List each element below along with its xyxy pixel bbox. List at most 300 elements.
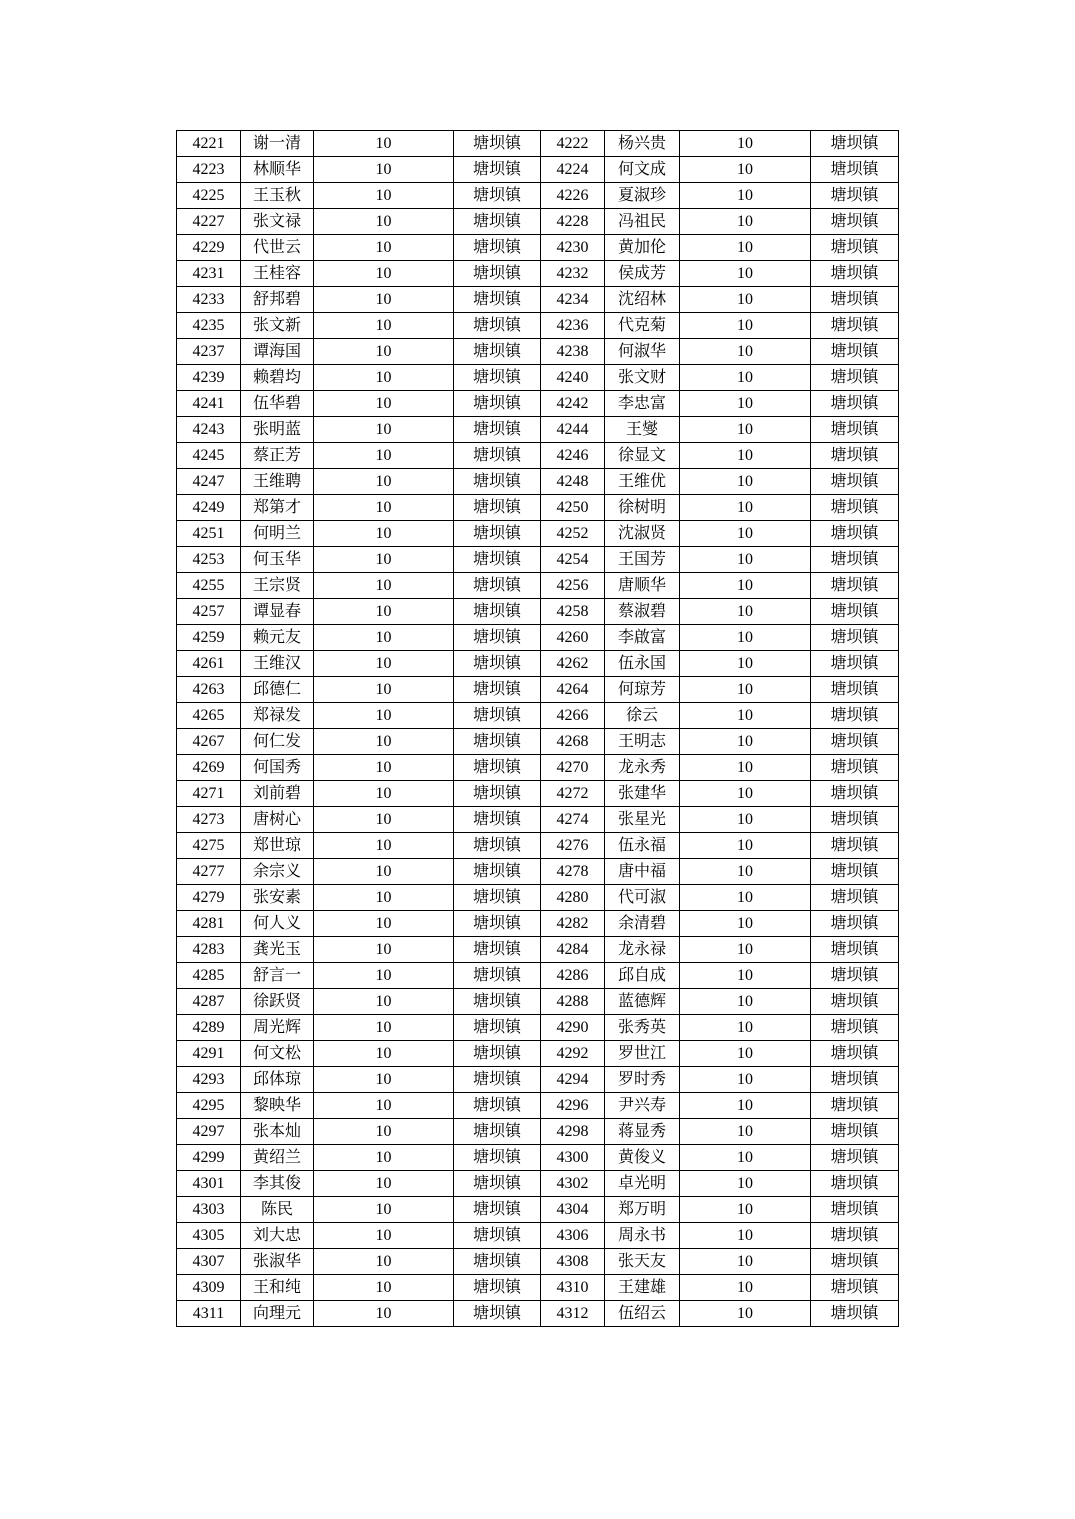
table-cell-town: 塘坝镇 — [454, 833, 541, 859]
table-cell-name: 张明蓝 — [241, 417, 314, 443]
table-row — [177, 1301, 899, 1327]
table-cell-serial: 4221 — [177, 131, 241, 157]
table-cell-town: 塘坝镇 — [811, 1275, 899, 1301]
table-cell-score: 10 — [314, 183, 454, 209]
table-row — [177, 651, 899, 677]
table-cell-serial: 4293 — [177, 1067, 241, 1093]
table-cell-town: 塘坝镇 — [454, 495, 541, 521]
table-cell-score: 10 — [314, 963, 454, 989]
table-cell-name: 唐树心 — [241, 807, 314, 833]
table-cell-town: 塘坝镇 — [811, 1093, 899, 1119]
table-cell-serial: 4250 — [541, 495, 605, 521]
table-cell-serial: 4305 — [177, 1223, 241, 1249]
table-cell-serial: 4252 — [541, 521, 605, 547]
table-cell-serial: 4255 — [177, 573, 241, 599]
table-cell-serial: 4292 — [541, 1041, 605, 1067]
table-cell-score: 10 — [680, 235, 811, 261]
table-cell-name: 代世云 — [241, 235, 314, 261]
table-cell-name: 蔡淑碧 — [605, 599, 680, 625]
table-cell-score: 10 — [314, 703, 454, 729]
table-cell-score: 10 — [314, 911, 454, 937]
table-cell-score: 10 — [314, 1223, 454, 1249]
table-cell-score: 10 — [680, 469, 811, 495]
table-cell-serial: 4286 — [541, 963, 605, 989]
table-cell-score: 10 — [314, 469, 454, 495]
table-row — [177, 365, 899, 391]
table-cell-score: 10 — [314, 1015, 454, 1041]
table-cell-name: 王桂容 — [241, 261, 314, 287]
table-cell-town: 塘坝镇 — [811, 469, 899, 495]
table-row — [177, 1119, 899, 1145]
table-cell-town: 塘坝镇 — [454, 807, 541, 833]
table-cell-town: 塘坝镇 — [811, 261, 899, 287]
table-cell-score: 10 — [680, 313, 811, 339]
table-cell-serial: 4272 — [541, 781, 605, 807]
table-cell-score: 10 — [314, 1301, 454, 1327]
table-cell-name: 张文财 — [605, 365, 680, 391]
table-cell-town: 塘坝镇 — [811, 339, 899, 365]
table-cell-score: 10 — [680, 1171, 811, 1197]
table-row — [177, 1145, 899, 1171]
table-cell-town: 塘坝镇 — [811, 287, 899, 313]
table-cell-serial: 4265 — [177, 703, 241, 729]
table-cell-town: 塘坝镇 — [811, 131, 899, 157]
table-cell-score: 10 — [314, 157, 454, 183]
table-cell-score: 10 — [314, 1171, 454, 1197]
table-row — [177, 339, 899, 365]
table-cell-name: 黄绍兰 — [241, 1145, 314, 1171]
table-cell-name: 王维汉 — [241, 651, 314, 677]
table-cell-serial: 4229 — [177, 235, 241, 261]
table-row — [177, 521, 899, 547]
table-cell-score: 10 — [680, 859, 811, 885]
table-cell-name: 舒言一 — [241, 963, 314, 989]
table-cell-name: 何人义 — [241, 911, 314, 937]
table-cell-name: 罗时秀 — [605, 1067, 680, 1093]
table-cell-serial: 4223 — [177, 157, 241, 183]
table-cell-score: 10 — [314, 443, 454, 469]
table-cell-serial: 4312 — [541, 1301, 605, 1327]
table-cell-town: 塘坝镇 — [811, 521, 899, 547]
table-cell-name: 何国秀 — [241, 755, 314, 781]
table-row — [177, 287, 899, 313]
table-row — [177, 209, 899, 235]
table-cell-score: 10 — [314, 833, 454, 859]
table-row — [177, 937, 899, 963]
table-row — [177, 833, 899, 859]
table-cell-name: 尹兴寿 — [605, 1093, 680, 1119]
table-cell-score: 10 — [314, 1041, 454, 1067]
table-cell-town: 塘坝镇 — [454, 365, 541, 391]
table-cell-name: 邱体琼 — [241, 1067, 314, 1093]
table-cell-serial: 4274 — [541, 807, 605, 833]
table-cell-town: 塘坝镇 — [454, 209, 541, 235]
table-cell-serial: 4273 — [177, 807, 241, 833]
table-cell-name: 郑第才 — [241, 495, 314, 521]
table-cell-town: 塘坝镇 — [454, 1197, 541, 1223]
table-cell-score: 10 — [314, 807, 454, 833]
table-cell-town: 塘坝镇 — [811, 625, 899, 651]
table-cell-score: 10 — [680, 261, 811, 287]
table-cell-name: 张淑华 — [241, 1249, 314, 1275]
table-cell-town: 塘坝镇 — [811, 1067, 899, 1093]
table-cell-town: 塘坝镇 — [454, 729, 541, 755]
table-cell-score: 10 — [680, 417, 811, 443]
table-cell-name: 徐云 — [605, 703, 680, 729]
table-cell-serial: 4297 — [177, 1119, 241, 1145]
table-cell-name: 何仁发 — [241, 729, 314, 755]
table-cell-name: 伍绍云 — [605, 1301, 680, 1327]
table-row — [177, 1015, 899, 1041]
table-cell-town: 塘坝镇 — [811, 677, 899, 703]
table-row — [177, 131, 899, 157]
table-cell-score: 10 — [314, 729, 454, 755]
table-row — [177, 1067, 899, 1093]
table-row — [177, 391, 899, 417]
table-row — [177, 261, 899, 287]
table-cell-serial: 4288 — [541, 989, 605, 1015]
table-cell-serial: 4279 — [177, 885, 241, 911]
table-cell-score: 10 — [314, 235, 454, 261]
table-cell-name: 张安素 — [241, 885, 314, 911]
table-cell-score: 10 — [314, 521, 454, 547]
table-cell-serial: 4257 — [177, 599, 241, 625]
table-cell-score: 10 — [314, 547, 454, 573]
table-cell-score: 10 — [314, 1067, 454, 1093]
table-cell-serial: 4251 — [177, 521, 241, 547]
table-cell-name: 伍华碧 — [241, 391, 314, 417]
table-cell-serial: 4235 — [177, 313, 241, 339]
table-cell-town: 塘坝镇 — [454, 443, 541, 469]
table-cell-serial: 4234 — [541, 287, 605, 313]
table-cell-serial: 4230 — [541, 235, 605, 261]
table-cell-serial: 4244 — [541, 417, 605, 443]
table-cell-score: 10 — [680, 885, 811, 911]
table-cell-serial: 4289 — [177, 1015, 241, 1041]
table-cell-serial: 4306 — [541, 1223, 605, 1249]
table-cell-town: 塘坝镇 — [454, 417, 541, 443]
table-cell-name: 刘大忠 — [241, 1223, 314, 1249]
table-row — [177, 443, 899, 469]
table-cell-score: 10 — [680, 1145, 811, 1171]
table-cell-name: 王国芳 — [605, 547, 680, 573]
table-cell-name: 林顺华 — [241, 157, 314, 183]
table-cell-serial: 4259 — [177, 625, 241, 651]
table-cell-score: 10 — [314, 1249, 454, 1275]
table-cell-town: 塘坝镇 — [454, 781, 541, 807]
table-cell-name: 王燮 — [605, 417, 680, 443]
table-cell-name: 蒋显秀 — [605, 1119, 680, 1145]
table-cell-serial: 4296 — [541, 1093, 605, 1119]
table-cell-serial: 4271 — [177, 781, 241, 807]
table-row — [177, 625, 899, 651]
table-cell-serial: 4241 — [177, 391, 241, 417]
table-cell-town: 塘坝镇 — [454, 131, 541, 157]
table-cell-serial: 4248 — [541, 469, 605, 495]
table-cell-name: 周永书 — [605, 1223, 680, 1249]
table-cell-town: 塘坝镇 — [454, 1275, 541, 1301]
table-cell-score: 10 — [314, 859, 454, 885]
table-cell-town: 塘坝镇 — [811, 547, 899, 573]
table-cell-name: 卓光明 — [605, 1171, 680, 1197]
table-cell-score: 10 — [314, 1275, 454, 1301]
table-row — [177, 677, 899, 703]
table-cell-town: 塘坝镇 — [454, 1145, 541, 1171]
table-cell-serial: 4238 — [541, 339, 605, 365]
table-cell-score: 10 — [680, 131, 811, 157]
table-cell-town: 塘坝镇 — [811, 859, 899, 885]
table-cell-name: 王宗贤 — [241, 573, 314, 599]
table-cell-serial: 4254 — [541, 547, 605, 573]
table-cell-serial: 4224 — [541, 157, 605, 183]
table-cell-name: 杨兴贵 — [605, 131, 680, 157]
table-cell-serial: 4237 — [177, 339, 241, 365]
table-cell-town: 塘坝镇 — [811, 963, 899, 989]
table-cell-town: 塘坝镇 — [811, 417, 899, 443]
table-cell-town: 塘坝镇 — [454, 859, 541, 885]
table-cell-score: 10 — [680, 781, 811, 807]
table-cell-name: 郑万明 — [605, 1197, 680, 1223]
table-row — [177, 469, 899, 495]
table-cell-serial: 4247 — [177, 469, 241, 495]
table-cell-town: 塘坝镇 — [811, 1041, 899, 1067]
table-cell-name: 何文成 — [605, 157, 680, 183]
table-row — [177, 1275, 899, 1301]
table-cell-score: 10 — [314, 495, 454, 521]
table-cell-score: 10 — [680, 547, 811, 573]
table-row — [177, 755, 899, 781]
table-cell-town: 塘坝镇 — [454, 157, 541, 183]
table-cell-serial: 4301 — [177, 1171, 241, 1197]
table-cell-town: 塘坝镇 — [811, 911, 899, 937]
table-cell-serial: 4310 — [541, 1275, 605, 1301]
table-cell-score: 10 — [680, 963, 811, 989]
table-cell-name: 沈绍林 — [605, 287, 680, 313]
table-cell-name: 沈淑贤 — [605, 521, 680, 547]
table-cell-town: 塘坝镇 — [454, 599, 541, 625]
roster-table-body — [177, 131, 899, 1327]
table-cell-serial: 4242 — [541, 391, 605, 417]
table-cell-name: 周光辉 — [241, 1015, 314, 1041]
table-cell-name: 陈民 — [241, 1197, 314, 1223]
table-cell-score: 10 — [680, 339, 811, 365]
table-row — [177, 495, 899, 521]
table-cell-name: 张天友 — [605, 1249, 680, 1275]
table-row — [177, 1249, 899, 1275]
table-cell-score: 10 — [680, 625, 811, 651]
table-cell-serial: 4261 — [177, 651, 241, 677]
table-cell-name: 黎映华 — [241, 1093, 314, 1119]
table-cell-score: 10 — [680, 651, 811, 677]
table-cell-town: 塘坝镇 — [454, 1119, 541, 1145]
table-cell-name: 李其俊 — [241, 1171, 314, 1197]
table-cell-name: 余清碧 — [605, 911, 680, 937]
table-cell-name: 何玉华 — [241, 547, 314, 573]
table-cell-score: 10 — [314, 365, 454, 391]
table-cell-name: 黄俊义 — [605, 1145, 680, 1171]
table-cell-name: 张建华 — [605, 781, 680, 807]
table-cell-town: 塘坝镇 — [811, 209, 899, 235]
table-cell-serial: 4284 — [541, 937, 605, 963]
table-row — [177, 1093, 899, 1119]
table-cell-score: 10 — [314, 755, 454, 781]
table-cell-town: 塘坝镇 — [811, 651, 899, 677]
table-cell-town: 塘坝镇 — [454, 911, 541, 937]
table-cell-serial: 4253 — [177, 547, 241, 573]
table-cell-town: 塘坝镇 — [454, 573, 541, 599]
table-cell-name: 刘前碧 — [241, 781, 314, 807]
table-row — [177, 1171, 899, 1197]
table-cell-town: 塘坝镇 — [811, 885, 899, 911]
table-cell-serial: 4263 — [177, 677, 241, 703]
table-cell-score: 10 — [680, 365, 811, 391]
table-cell-score: 10 — [314, 131, 454, 157]
table-cell-town: 塘坝镇 — [811, 833, 899, 859]
table-row — [177, 781, 899, 807]
table-row — [177, 1041, 899, 1067]
table-cell-name: 邱自成 — [605, 963, 680, 989]
table-row — [177, 807, 899, 833]
table-cell-name: 冯祖民 — [605, 209, 680, 235]
table-cell-serial: 4287 — [177, 989, 241, 1015]
table-cell-score: 10 — [680, 1223, 811, 1249]
table-cell-serial: 4222 — [541, 131, 605, 157]
table-row — [177, 417, 899, 443]
table-cell-town: 塘坝镇 — [454, 287, 541, 313]
table-cell-name: 谢一清 — [241, 131, 314, 157]
table-cell-score: 10 — [680, 443, 811, 469]
table-cell-score: 10 — [314, 885, 454, 911]
table-cell-name: 何淑华 — [605, 339, 680, 365]
table-cell-score: 10 — [680, 573, 811, 599]
table-cell-score: 10 — [314, 989, 454, 1015]
table-cell-town: 塘坝镇 — [811, 755, 899, 781]
table-cell-score: 10 — [314, 391, 454, 417]
table-cell-town: 塘坝镇 — [454, 1223, 541, 1249]
roster-table — [176, 130, 899, 1327]
table-cell-serial: 4236 — [541, 313, 605, 339]
table-cell-town: 塘坝镇 — [811, 1223, 899, 1249]
table-cell-name: 伍永国 — [605, 651, 680, 677]
table-cell-serial: 4266 — [541, 703, 605, 729]
table-cell-score: 10 — [680, 521, 811, 547]
table-cell-town: 塘坝镇 — [811, 1145, 899, 1171]
table-cell-score: 10 — [314, 417, 454, 443]
table-cell-serial: 4285 — [177, 963, 241, 989]
table-cell-serial: 4311 — [177, 1301, 241, 1327]
table-cell-serial: 4280 — [541, 885, 605, 911]
table-cell-score: 10 — [680, 157, 811, 183]
table-cell-score: 10 — [680, 1275, 811, 1301]
table-cell-serial: 4243 — [177, 417, 241, 443]
table-cell-town: 塘坝镇 — [811, 781, 899, 807]
table-cell-score: 10 — [680, 937, 811, 963]
table-cell-name: 张本灿 — [241, 1119, 314, 1145]
table-cell-town: 塘坝镇 — [811, 313, 899, 339]
table-cell-town: 塘坝镇 — [454, 1171, 541, 1197]
table-cell-serial: 4231 — [177, 261, 241, 287]
table-cell-name: 夏淑珍 — [605, 183, 680, 209]
table-cell-score: 10 — [314, 313, 454, 339]
table-cell-serial: 4281 — [177, 911, 241, 937]
table-cell-name: 龙永禄 — [605, 937, 680, 963]
table-cell-town: 塘坝镇 — [454, 235, 541, 261]
table-row — [177, 235, 899, 261]
table-cell-serial: 4258 — [541, 599, 605, 625]
table-cell-town: 塘坝镇 — [454, 937, 541, 963]
table-cell-score: 10 — [314, 261, 454, 287]
table-cell-serial: 4302 — [541, 1171, 605, 1197]
table-cell-serial: 4245 — [177, 443, 241, 469]
table-cell-town: 塘坝镇 — [454, 755, 541, 781]
table-row — [177, 911, 899, 937]
table-cell-serial: 4270 — [541, 755, 605, 781]
table-cell-score: 10 — [314, 781, 454, 807]
table-cell-serial: 4269 — [177, 755, 241, 781]
table-cell-score: 10 — [314, 1197, 454, 1223]
table-cell-serial: 4268 — [541, 729, 605, 755]
table-cell-town: 塘坝镇 — [811, 807, 899, 833]
table-row — [177, 157, 899, 183]
table-cell-serial: 4227 — [177, 209, 241, 235]
table-cell-town: 塘坝镇 — [454, 989, 541, 1015]
table-cell-serial: 4226 — [541, 183, 605, 209]
table-cell-town: 塘坝镇 — [811, 573, 899, 599]
table-cell-name: 王维聘 — [241, 469, 314, 495]
table-cell-score: 10 — [680, 1197, 811, 1223]
table-cell-serial: 4309 — [177, 1275, 241, 1301]
table-cell-name: 王和纯 — [241, 1275, 314, 1301]
table-cell-name: 龙永秀 — [605, 755, 680, 781]
table-cell-name: 侯成芳 — [605, 261, 680, 287]
table-cell-name: 徐显文 — [605, 443, 680, 469]
table-cell-town: 塘坝镇 — [454, 963, 541, 989]
table-cell-score: 10 — [680, 729, 811, 755]
table-cell-name: 蓝德辉 — [605, 989, 680, 1015]
table-cell-serial: 4299 — [177, 1145, 241, 1171]
table-cell-name: 何明兰 — [241, 521, 314, 547]
table-cell-score: 10 — [680, 755, 811, 781]
table-cell-serial: 4282 — [541, 911, 605, 937]
table-cell-name: 何琼芳 — [605, 677, 680, 703]
table-cell-name: 张星光 — [605, 807, 680, 833]
table-cell-name: 余宗义 — [241, 859, 314, 885]
table-cell-town: 塘坝镇 — [811, 391, 899, 417]
table-cell-score: 10 — [680, 989, 811, 1015]
table-cell-serial: 4225 — [177, 183, 241, 209]
table-cell-town: 塘坝镇 — [811, 1015, 899, 1041]
table-cell-name: 谭海国 — [241, 339, 314, 365]
table-cell-name: 蔡正芳 — [241, 443, 314, 469]
table-cell-name: 郑世琼 — [241, 833, 314, 859]
table-cell-name: 唐中福 — [605, 859, 680, 885]
table-cell-town: 塘坝镇 — [811, 729, 899, 755]
table-cell-town: 塘坝镇 — [454, 625, 541, 651]
table-cell-town: 塘坝镇 — [811, 1197, 899, 1223]
table-cell-town: 塘坝镇 — [811, 495, 899, 521]
table-cell-score: 10 — [680, 1067, 811, 1093]
table-cell-serial: 4307 — [177, 1249, 241, 1275]
table-cell-town: 塘坝镇 — [454, 313, 541, 339]
table-cell-score: 10 — [314, 1145, 454, 1171]
table-cell-town: 塘坝镇 — [811, 1249, 899, 1275]
table-cell-serial: 4278 — [541, 859, 605, 885]
table-cell-town: 塘坝镇 — [454, 1249, 541, 1275]
table-cell-score: 10 — [680, 1301, 811, 1327]
table-cell-serial: 4256 — [541, 573, 605, 599]
table-cell-score: 10 — [314, 599, 454, 625]
table-cell-serial: 4232 — [541, 261, 605, 287]
